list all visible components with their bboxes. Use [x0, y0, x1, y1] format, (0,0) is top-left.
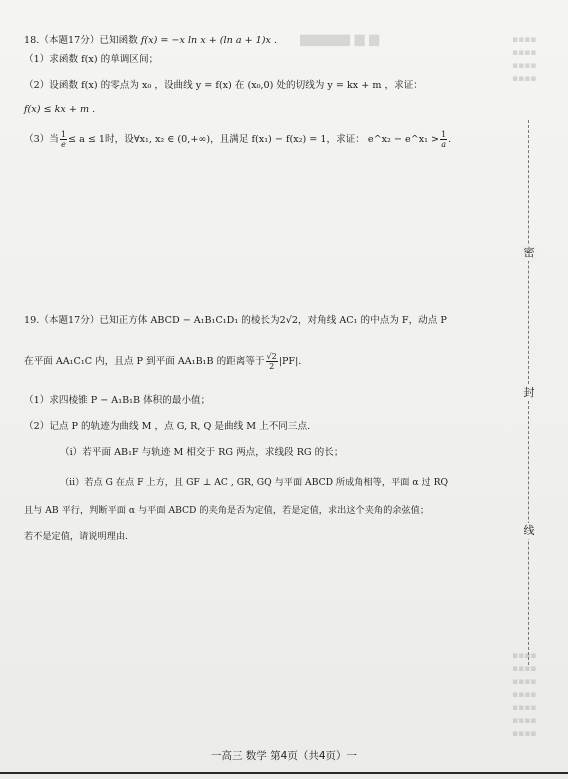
bottom-rule: [0, 772, 568, 774]
binding-label-xian: 线: [521, 523, 537, 539]
q19-part2-i: （i）若平面 AB₁F 与轨迹 M 相交于 RG 两点，求线段 RG 的长；: [60, 447, 344, 458]
q18-part3: （3）当 $\frac{1}{e}$ ≤ a ≤ 1时，设∀x₁, x₂ ∈ (0,+∞)，且满足 f(x₁) − f(x₂) = 1，求证： e^x₂ − e^x₁ > $\frac{1}{a}$ .: [24, 130, 452, 149]
q18-part2-line1: （2）设函数 f(x) 的零点为 x₀ ，设曲线 y = f(x) 在 (x₀,0) 处的切线为 y = kx + m ，求证：: [24, 80, 423, 91]
q19-title-line1: 19.（本题17分）已知正方体 ABCD − A₁B₁C₁D₁ 的棱长为2√2，对角线 AC₁ 的中点为 F，动点 P: [24, 315, 447, 326]
q18-title: 18.（本题17分）已知函数 f(x) = −x ln x + (ln a + 1)x .: [24, 35, 278, 46]
q19-part2-ii-line1: （ii）若点 G 在点 F 上方，且 GF ⊥ AC , GR, GQ 与平面 ABCD 所成角相等，平面 α 过 RQ: [60, 477, 449, 488]
fraction-1-over-a: $\frac{1}{a}$: [441, 130, 447, 149]
bleed-through-heading: ▆▆▆▆▆ ▆ ▆: [300, 32, 380, 47]
binding-line: [524, 120, 534, 665]
q19-part2: （2）记点 P 的轨迹为曲线 M ，点 G, R, Q 是曲线 M 上不同三点.: [24, 421, 311, 432]
q19-title-line2: 在平面 AA₁C₁C 内，且点 P 到平面 AA₁B₁B 的距离等于 $\frac{√2}{2}$ |PF|.: [24, 352, 302, 371]
fraction-1-over-e: $\frac{1}{e}$: [60, 130, 66, 149]
page-footer: 一高三 数学 第4页（共4页）一: [210, 750, 358, 762]
q18-part1: （1）求函数 f(x) 的单调区间；: [24, 54, 159, 65]
fraction-sqrt2-over-2: $\frac{√2}{2}$: [266, 352, 277, 371]
binding-label-feng: 封: [521, 385, 537, 401]
q19-part2-ii-line3: 若不是定值，请说明理由.: [24, 531, 128, 542]
bleed-through-text-top: ▪▪▪▪ ▪▪▪▪ ▪▪▪▪ ▪▪▪▪: [512, 35, 537, 84]
binding-label-mi: 密: [521, 245, 537, 261]
q19-part1: （1）求四棱锥 P − A₁B₁B 体积的最小值；: [24, 395, 211, 406]
bleed-through-text-bottom: ▪▪▪▪ ▪▪▪▪ ▪▪▪▪ ▪▪▪▪ ▪▪▪▪ ▪▪▪▪ ▪▪▪▪: [512, 651, 537, 739]
q18-part2-line2: f(x) ≤ kx + m .: [24, 104, 96, 115]
q19-part2-ii-line2: 且与 AB 平行，判断平面 α 与平面 ABCD 的夹角是否为定值，若是定值，求出这个夹角的余弦值；: [24, 505, 430, 516]
